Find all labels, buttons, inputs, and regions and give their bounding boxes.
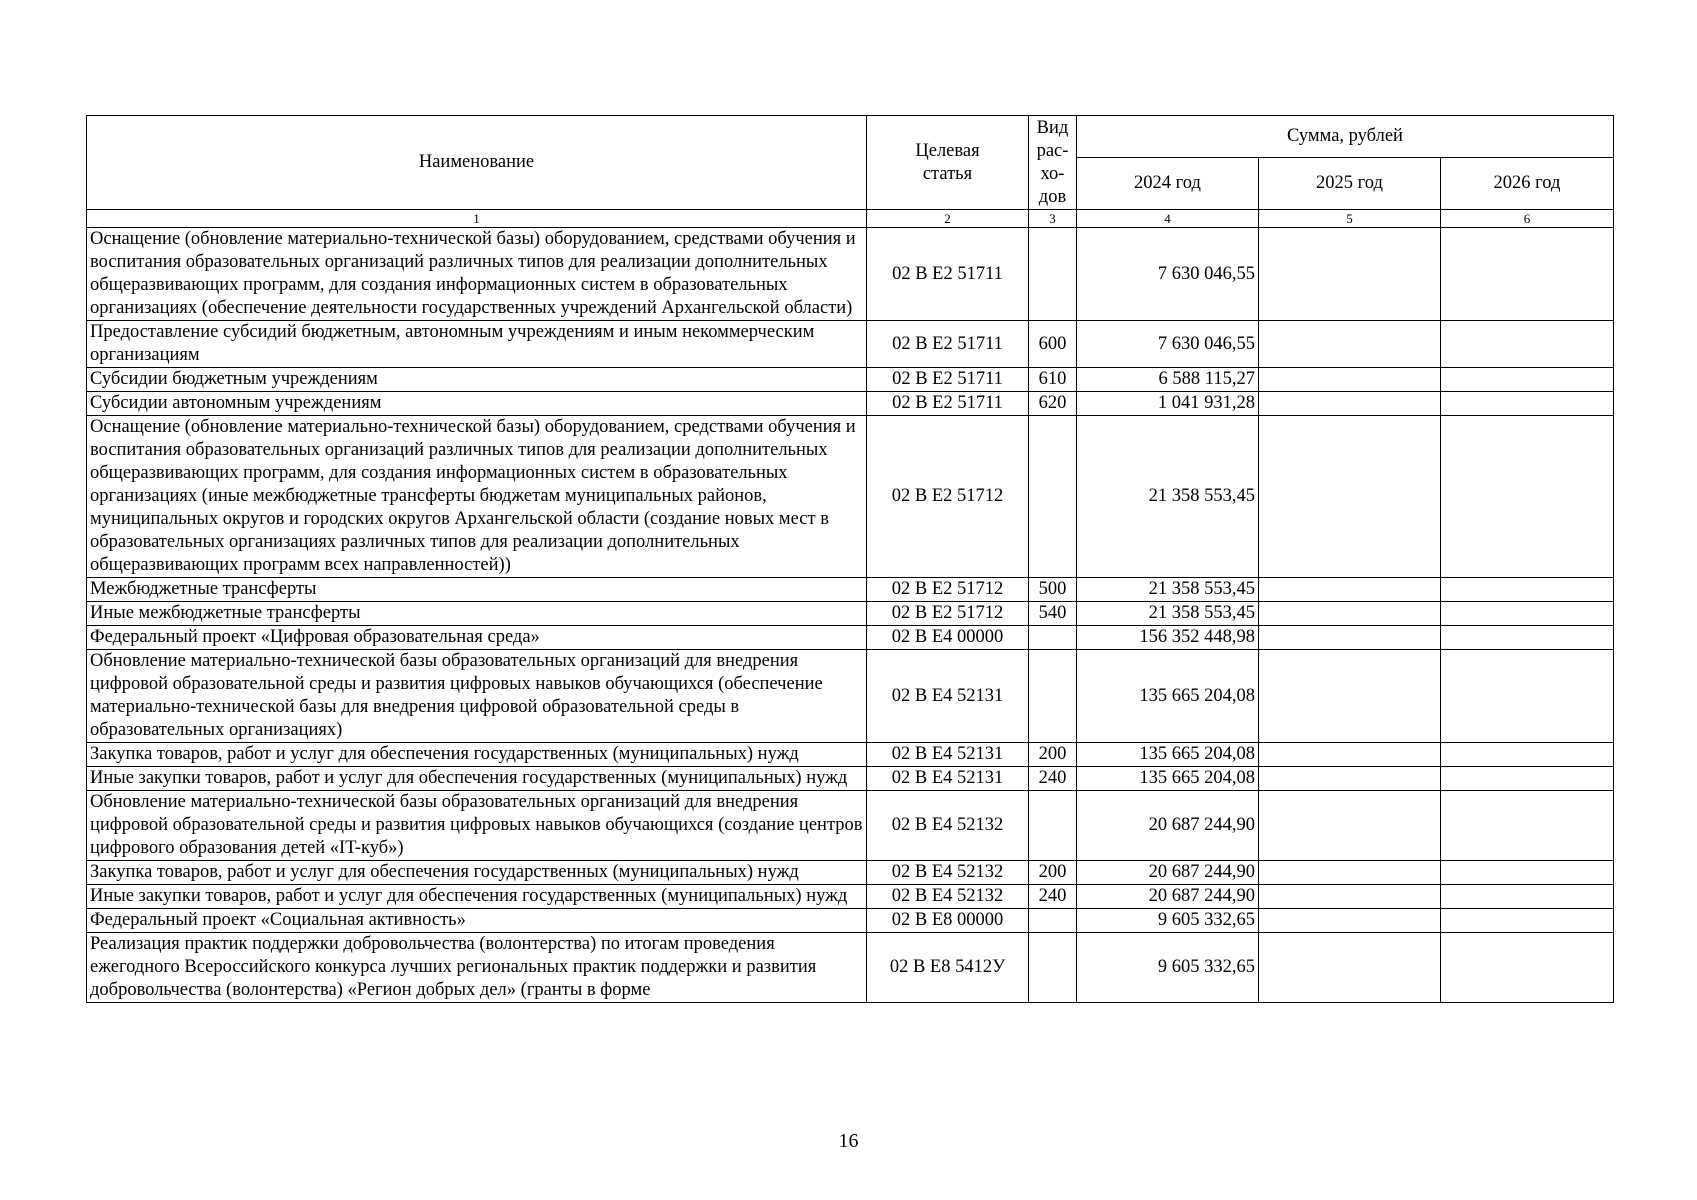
cell-2024: 20 687 244,90 <box>1077 861 1259 885</box>
cell-kind: 600 <box>1029 321 1077 368</box>
cell-2024: 1 041 931,28 <box>1077 392 1259 416</box>
header-kind: Вид рас- хо- дов <box>1029 116 1077 210</box>
cell-target: 02 В Е2 51711 <box>867 368 1029 392</box>
cell-target: 02 В Е2 51711 <box>867 228 1029 321</box>
cell-kind: 500 <box>1029 578 1077 602</box>
table-row <box>87 767 1614 791</box>
cell-2025 <box>1259 392 1441 416</box>
cell-target: 02 В Е4 52132 <box>867 791 1029 861</box>
cell-2025 <box>1259 368 1441 392</box>
cell-2025 <box>1259 626 1441 650</box>
cell-target: 02 В Е8 5412У <box>867 933 1029 1003</box>
cell-2024: 135 665 204,08 <box>1077 650 1259 743</box>
cell-2026 <box>1441 392 1614 416</box>
cell-2024: 135 665 204,08 <box>1077 767 1259 791</box>
cell-2024: 21 358 553,45 <box>1077 602 1259 626</box>
table-body <box>87 228 1614 1003</box>
column-numbers <box>87 210 1614 228</box>
cell-kind: 620 <box>1029 392 1077 416</box>
header-name: Наименование <box>87 116 867 210</box>
cell-kind: 240 <box>1029 885 1077 909</box>
cell-2026 <box>1441 743 1614 767</box>
cell-kind <box>1029 228 1077 321</box>
table-row <box>87 578 1614 602</box>
table-header <box>87 116 1614 228</box>
cell-name: Обновление материально-технической базы образовательных организаций для внедрения цифровой образовательной среды и развития цифровых навыков обучающихся (обеспечение материально-технической базы для внедрения цифровой образовательной среды в образовательных организациях) <box>87 650 867 743</box>
table-row <box>87 626 1614 650</box>
cell-name: Субсидии бюджетным учреждениям <box>87 368 867 392</box>
cell-name: Субсидии автономным учреждениям <box>87 392 867 416</box>
cell-2026 <box>1441 228 1614 321</box>
cell-kind: 610 <box>1029 368 1077 392</box>
cell-kind <box>1029 650 1077 743</box>
cell-target: 02 В Е2 51712 <box>867 578 1029 602</box>
cell-target: 02 В Е2 51712 <box>867 416 1029 578</box>
table-row <box>87 861 1614 885</box>
cell-target: 02 В Е4 52132 <box>867 861 1029 885</box>
cell-2024: 9 605 332,65 <box>1077 933 1259 1003</box>
cell-2025 <box>1259 767 1441 791</box>
table-row <box>87 228 1614 321</box>
header-sum: Сумма, рублей <box>1077 116 1614 158</box>
colnum: 3 <box>1029 210 1077 228</box>
cell-2026 <box>1441 321 1614 368</box>
cell-2025 <box>1259 578 1441 602</box>
cell-2025 <box>1259 909 1441 933</box>
cell-2026 <box>1441 767 1614 791</box>
cell-2025 <box>1259 933 1441 1003</box>
cell-target: 02 В Е4 52131 <box>867 767 1029 791</box>
cell-name: Оснащение (обновление материально-технической базы) оборудованием, средствами обучения и воспитания образовательных организаций различных типов для реализации дополнительных общеразвивающих программ, для создания информационных систем в образовательных организациях (иные межбюджетные трансферты бюджетам муниципальных районов, муниципальных округов и городских округов Архангельской области (создание новых мест в образовательных организациях различных типов для реализации дополнительных общеразвивающих программ всех направленностей)) <box>87 416 867 578</box>
table-row <box>87 416 1614 578</box>
cell-2024: 20 687 244,90 <box>1077 791 1259 861</box>
cell-2025 <box>1259 885 1441 909</box>
cell-2026 <box>1441 861 1614 885</box>
cell-target: 02 В Е2 51711 <box>867 321 1029 368</box>
cell-2024: 21 358 553,45 <box>1077 416 1259 578</box>
cell-target: 02 В Е4 52132 <box>867 885 1029 909</box>
cell-kind: 200 <box>1029 861 1077 885</box>
table-row <box>87 650 1614 743</box>
cell-name: Иные закупки товаров, работ и услуг для обеспечения государственных (муниципальных) нужд <box>87 767 867 791</box>
cell-2024: 156 352 448,98 <box>1077 626 1259 650</box>
table-row <box>87 392 1614 416</box>
cell-target: 02 В Е4 52131 <box>867 650 1029 743</box>
cell-2025 <box>1259 650 1441 743</box>
header-2024: 2024 год <box>1077 158 1259 210</box>
colnum: 4 <box>1077 210 1259 228</box>
cell-kind: 240 <box>1029 767 1077 791</box>
cell-kind <box>1029 416 1077 578</box>
table-row <box>87 602 1614 626</box>
cell-2025 <box>1259 416 1441 578</box>
table-row <box>87 743 1614 767</box>
cell-2026 <box>1441 602 1614 626</box>
cell-target: 02 В Е4 00000 <box>867 626 1029 650</box>
cell-target: 02 В Е2 51712 <box>867 602 1029 626</box>
cell-2024: 7 630 046,55 <box>1077 321 1259 368</box>
cell-2026 <box>1441 933 1614 1003</box>
table-row <box>87 885 1614 909</box>
cell-2026 <box>1441 626 1614 650</box>
budget-table <box>86 115 1614 1003</box>
cell-name: Закупка товаров, работ и услуг для обеспечения государственных (муниципальных) нужд <box>87 861 867 885</box>
cell-name: Реализация практик поддержки добровольчества (волонтерства) по итогам проведения ежегодного Всероссийского конкурса лучших региональных практик поддержки и развития добровольчества (волонтерства) «Регион добрых дел» (гранты в форме <box>87 933 867 1003</box>
cell-kind <box>1029 933 1077 1003</box>
cell-2026 <box>1441 368 1614 392</box>
cell-2024: 6 588 115,27 <box>1077 368 1259 392</box>
cell-2024: 135 665 204,08 <box>1077 743 1259 767</box>
cell-name: Иные закупки товаров, работ и услуг для обеспечения государственных (муниципальных) нужд <box>87 885 867 909</box>
cell-name: Обновление материально-технической базы образовательных организаций для внедрения цифровой образовательной среды и развития цифровых навыков обучающихся (создание центров цифрового образования детей «IT-куб») <box>87 791 867 861</box>
cell-kind: 540 <box>1029 602 1077 626</box>
table-row <box>87 933 1614 1003</box>
cell-target: 02 В Е2 51711 <box>867 392 1029 416</box>
cell-kind: 200 <box>1029 743 1077 767</box>
colnum: 6 <box>1441 210 1614 228</box>
colnum: 2 <box>867 210 1029 228</box>
cell-name: Закупка товаров, работ и услуг для обеспечения государственных (муниципальных) нужд <box>87 743 867 767</box>
cell-2026 <box>1441 909 1614 933</box>
header-target: Целевая статья <box>867 116 1029 210</box>
cell-2026 <box>1441 650 1614 743</box>
cell-target: 02 В Е8 00000 <box>867 909 1029 933</box>
cell-name: Предоставление субсидий бюджетным, автономным учреждениям и иным некоммерческим организациям <box>87 321 867 368</box>
table-row <box>87 909 1614 933</box>
cell-2024: 7 630 046,55 <box>1077 228 1259 321</box>
cell-name: Федеральный проект «Цифровая образовательная среда» <box>87 626 867 650</box>
header-2026: 2026 год <box>1441 158 1614 210</box>
colnum: 1 <box>87 210 867 228</box>
cell-2025 <box>1259 321 1441 368</box>
cell-kind <box>1029 626 1077 650</box>
table-row <box>87 368 1614 392</box>
cell-2025 <box>1259 228 1441 321</box>
page-number: 16 <box>838 1130 859 1152</box>
cell-target: 02 В Е4 52131 <box>867 743 1029 767</box>
cell-2026 <box>1441 885 1614 909</box>
cell-name: Межбюджетные трансферты <box>87 578 867 602</box>
cell-2025 <box>1259 861 1441 885</box>
cell-2024: 21 358 553,45 <box>1077 578 1259 602</box>
cell-kind <box>1029 791 1077 861</box>
cell-2026 <box>1441 578 1614 602</box>
cell-name: Федеральный проект «Социальная активность» <box>87 909 867 933</box>
cell-2024: 20 687 244,90 <box>1077 885 1259 909</box>
table-row <box>87 791 1614 861</box>
cell-2026 <box>1441 416 1614 578</box>
cell-kind <box>1029 909 1077 933</box>
cell-2026 <box>1441 791 1614 861</box>
cell-name: Оснащение (обновление материально-технической базы) оборудованием, средствами обучения и воспитания образовательных организаций различных типов для реализации дополнительных общеразвивающих программ, для создания информационных систем в образовательных организациях (обеспечение деятельности государственных учреждений Архангельской области) <box>87 228 867 321</box>
table-row <box>87 321 1614 368</box>
colnum: 5 <box>1259 210 1441 228</box>
header-2025: 2025 год <box>1259 158 1441 210</box>
cell-2025 <box>1259 602 1441 626</box>
cell-2025 <box>1259 791 1441 861</box>
cell-name: Иные межбюджетные трансферты <box>87 602 867 626</box>
cell-2024: 9 605 332,65 <box>1077 909 1259 933</box>
cell-2025 <box>1259 743 1441 767</box>
